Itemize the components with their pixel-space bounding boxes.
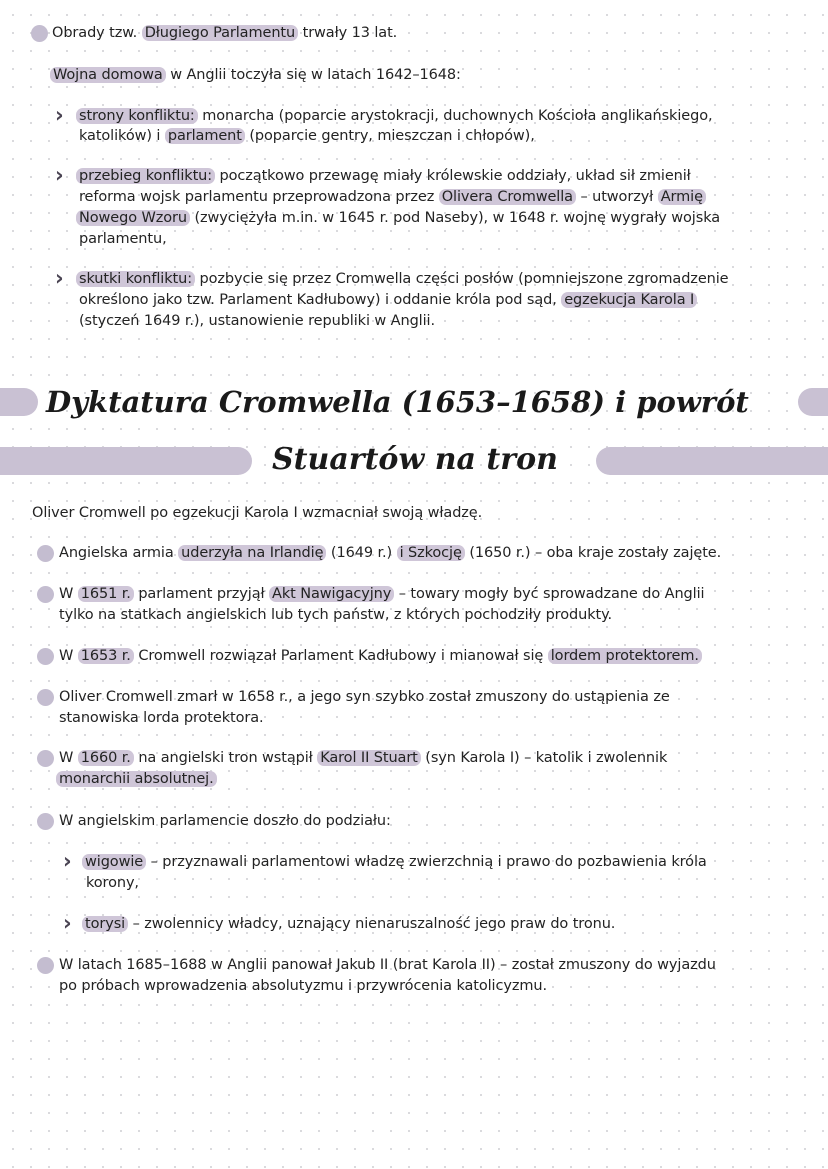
decorative-bar [798, 388, 828, 416]
highlight: torysi [82, 916, 128, 932]
bullet-dot [37, 750, 54, 767]
bullet-4-line-1: Oliver Cromwell zmarł w 1658 r., a jego syn szybko został zmuszony do ustąpienia ze [59, 689, 670, 705]
skutki-line-3: (styczeń 1649 r.), ustanowienie republiki w Anglii. [79, 313, 435, 329]
highlight: Armię [658, 189, 706, 205]
bullet-dot [37, 648, 54, 665]
bullet-6: W angielskim parlamencie doszło do podziału: [59, 813, 391, 829]
przebieg-line-3: Nowego Wzoru (zwyciężyła m.in. w 1645 r. pod Naseby), w 1648 r. wojnę wygrały wojska [76, 208, 720, 228]
bullet-1: Angielska armia uderzyła na Irlandię (1649 r.) i Szkocję (1650 r.) – oba kraje zostały zajęte. [59, 545, 722, 561]
highlight: Karol II Stuart [317, 750, 421, 766]
chevron-right-icon: › [55, 266, 64, 290]
highlight: egzekucja Karola I [561, 292, 697, 308]
skutki-line-2: określono jako tzw. Parlament Kadłubowy) i oddanie króla pod sąd, egzekucja Karola I [79, 290, 697, 310]
bullet-7-line-2: po próbach wprowadzenia absolutyzmu i przywrócenia katolicyzmu. [59, 978, 547, 994]
bullet-dot [37, 813, 54, 830]
highlight: Olivera Cromwella [439, 189, 576, 205]
chevron-right-icon: › [55, 103, 64, 127]
bullet-dot [37, 689, 54, 706]
highlight: i Szkocję [397, 545, 465, 561]
decorative-bar [0, 447, 252, 475]
intro-line-2: Wojna domowa w Anglii toczyła się w latach 1642–1648: [50, 65, 461, 85]
torysi-line: torysi – zwolennicy władcy, uznający nienaruszalność jego praw do tronu. [82, 914, 615, 934]
highlight: lordem protektorem. [548, 648, 702, 664]
strony-line-2: katolików) i parlament (poparcie gentry, mieszczan i chłopów), [79, 128, 535, 144]
bullet-dot [31, 25, 48, 42]
wigowie-line-2: korony, [86, 875, 139, 891]
highlight: monarchii absolutnej. [56, 771, 217, 787]
przebieg-line-2: reforma wojsk parlamentu przeprowadzona przez Olivera Cromwella – utworzył Armię [79, 187, 706, 207]
bullet-7-line-1: W latach 1685–1688 w Anglii panował Jakub II (brat Karola II) – został zmuszony do wyjazdu [59, 957, 716, 973]
highlight: przebieg konfliktu: [76, 168, 215, 184]
bullet-dot [37, 545, 54, 562]
highlight: 1660 r. [78, 750, 134, 766]
intro-line-1: Obrady tzw. Długiego Parlamentu trwały 13 lat. [52, 25, 398, 41]
decorative-bar [0, 388, 38, 416]
przebieg-line-1: przebieg konfliktu: początkowo przewagę miały królewskie oddziały, układ sił zmienił [76, 166, 691, 186]
bullet-dot [37, 957, 54, 974]
decorative-bar [596, 447, 828, 475]
section-title-line-2: Stuartów na tron [272, 442, 558, 477]
highlight: Długiego Parlamentu [142, 25, 298, 41]
highlight: parlament [165, 128, 245, 144]
highlight: uderzyła na Irlandię [178, 545, 326, 561]
highlight: Akt Nawigacyjny [269, 586, 394, 602]
lead-text: Oliver Cromwell po egzekucji Karola I wzmacniał swoją władzę. [32, 505, 483, 521]
highlight: 1653 r. [78, 648, 134, 664]
chevron-right-icon: › [55, 163, 64, 187]
bullet-5-line-2 [56, 769, 217, 789]
highlight: 1651 r. [78, 586, 134, 602]
bullet-2-line-1: W 1651 r. parlament przyjął Akt Nawigacyjny – towary mogły być sprowadzane do Anglii [59, 586, 705, 602]
bullet-4-line-2: stanowiska lorda protektora. [59, 710, 264, 726]
skutki-line-1: skutki konfliktu: pozbycie się przez Cromwella części posłów (pomniejszone zgromadzenie [76, 269, 728, 289]
bullet-dot [37, 586, 54, 603]
chevron-right-icon: › [63, 849, 72, 873]
bullet-2-line-2: tylko na statkach angielskich lub tych państw, z których pochodziły produkty. [59, 607, 612, 623]
bullet-3: W 1653 r. Cromwell rozwiązał Parlament Kadłubowy i mianował się lordem protektorem. [59, 646, 702, 666]
highlight: strony konfliktu: [76, 108, 198, 124]
section-title-line-1: Dyktatura Cromwella (1653–1658) i powrót [46, 385, 749, 419]
strony-line-1: strony konfliktu: monarcha (poparcie arystokracji, duchownych Kościoła anglikańskiego, [76, 106, 712, 126]
przebieg-line-4: parlamentu, [79, 231, 167, 247]
highlight: wigowie [82, 854, 146, 870]
bullet-5-line-1: W 1660 r. na angielski tron wstąpił Karol II Stuart (syn Karola I) – katolik i zwolennik [59, 750, 668, 766]
chevron-right-icon: › [63, 911, 72, 935]
highlight: Wojna domowa [50, 67, 166, 83]
highlight: Nowego Wzoru [76, 210, 190, 226]
wigowie-line-1: wigowie – przyznawali parlamentowi władzę zwierzchnią i prawo do pozbawienia króla [82, 852, 707, 872]
highlight: skutki konfliktu: [76, 271, 195, 287]
